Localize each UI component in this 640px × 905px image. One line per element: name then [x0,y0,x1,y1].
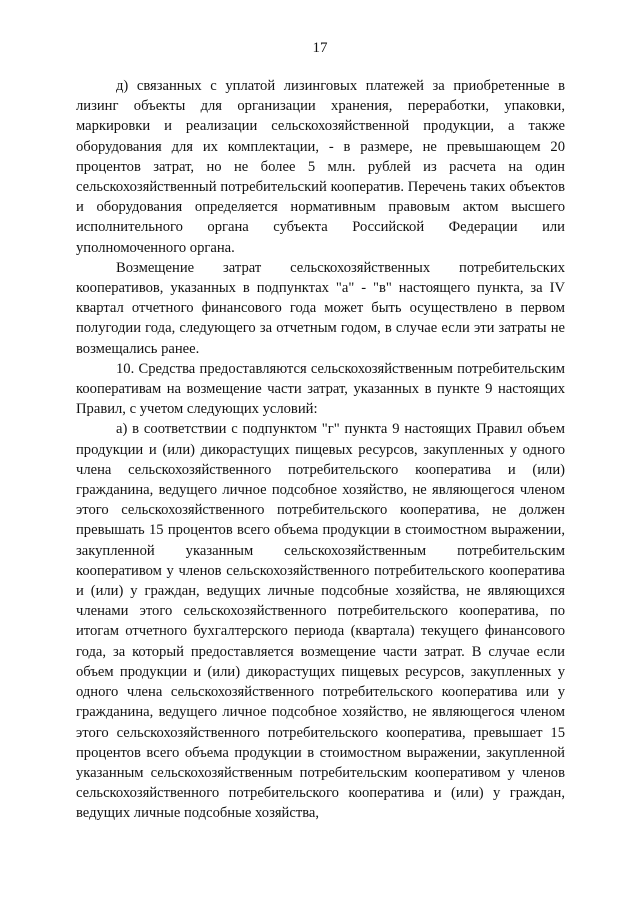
paragraph-item-10: 10. Средства предоставляются сельскохозяйственным потребительским кооперативам на возмещение части затрат, указанных в пункте 9 настоящих Правил, с учетом следующих условий: [76,360,565,418]
paragraph-subitem-a: а) в соответствии с подпунктом "г" пункта 9 настоящих Правил объем продукции и (или) дикорастущих пищевых ресурсов, закупленных у одного члена сельскохозяйственного потребительского кооператива и (или) гражданина, ведущего личное подсобное хозяйство, не являющегося членом этого сельскохозяйственного потребительского кооператива, не должен превышать 15 процентов всего объема продукции в стоимостном выражении, закупленной указанным сельскохозяйственным потребительским кооперативом у членов сельскохозяйственного потребительского кооператива и (или) у граждан, ведущих личные подсобные хозяйства, не являющихся членами этого сельскохозяйственного потребительского кооператива, по итогам отчетного бухгалтерского периода (квартала) текущего финансового года, за который предоставляется возмещение части затрат. В случае если объем продукции и (или) дикорастущих пищевых ресурсов, закупленных у одного члена сельскохозяйственного потребительского кооператива или у гражданина, ведущего личное подсобное хозяйство, не являющегося членом этого сельскохозяйственного потребительского кооператива, превышает 15 процентов всего объема продукции в стоимостном выражении, закупленной указанным сельскохозяйственным потребительским кооперативом у членов сельскохозяйственного потребительского кооператива и (или) у граждан, ведущих личные подсобные хозяйства, [76,421,565,822]
paragraph-q4-reimbursement: Возмещение затрат сельскохозяйственных потребительских кооперативов, указанных в подпунктах "а" - "в" настоящего пункта, за IV квартал отчетного финансового года может быть осуществлено в первом полугодии года, следующего за отчетным годом, в случае если эти затраты не возмещались ранее. [76,259,565,357]
page-number: 17 [312,40,328,56]
paragraph-lease-payments: д) связанных с уплатой лизинговых платежей за приобретенные в лизинг объекты для организации хранения, переработки, упаковки, маркировки и реализации сельскохозяйственной продукции, а также оборудования для их комплектации, - в размере, не превышающем 20 процентов затрат, но не более 5 млн. рублей из расчета на один сельскохозяйственный потребительский кооператив. Перечень таких объектов и оборудования определяется нормативным правовым актом высшего исполнительного органа субъекта Российской Федерации или уполномоченного органа. [76,78,565,256]
document-body [76,76,565,824]
